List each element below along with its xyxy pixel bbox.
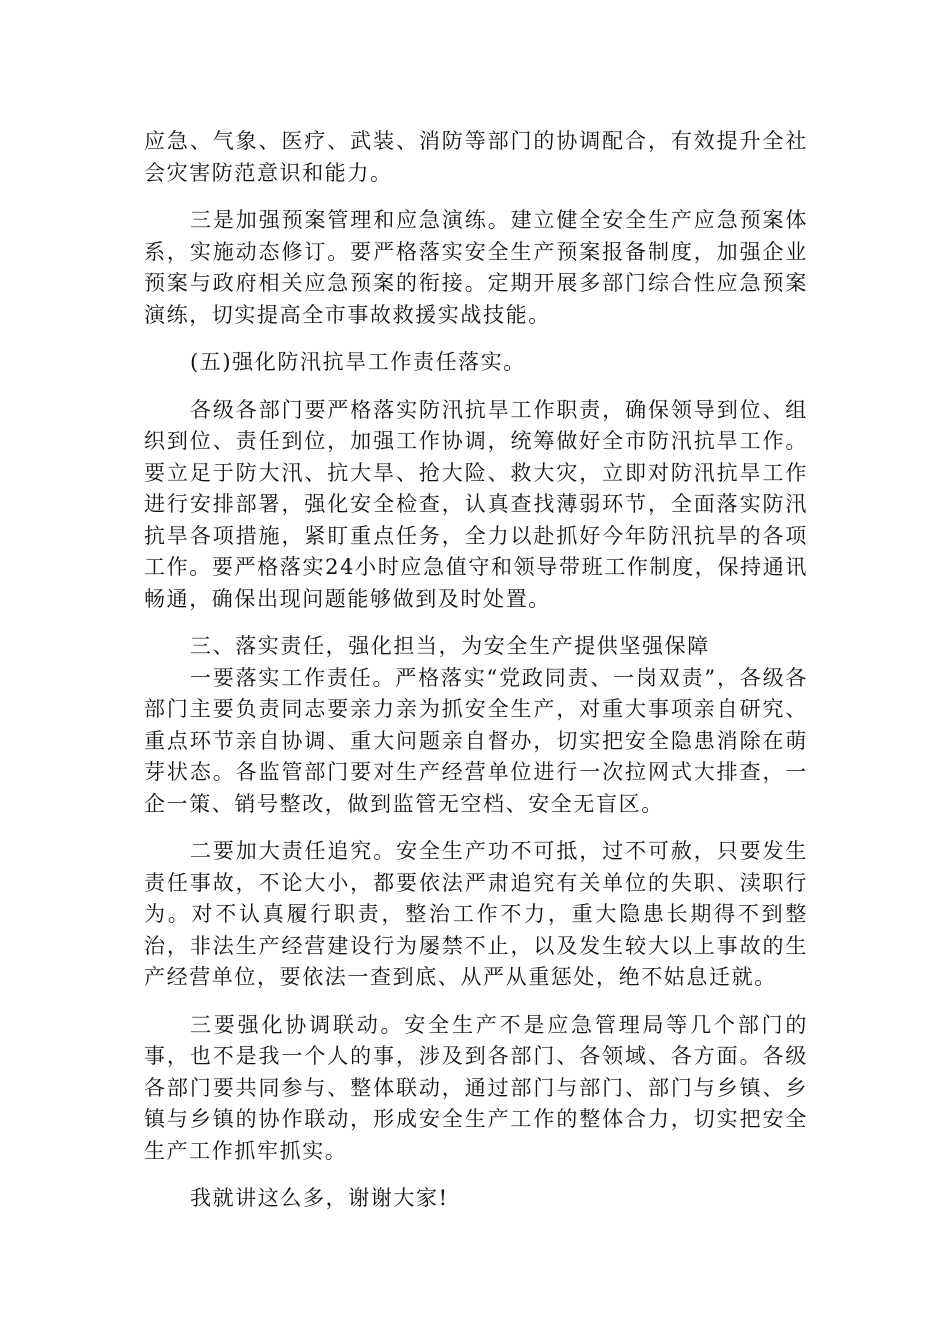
paragraph-flood-control: 各级各部门要严格落实防汛抗旱工作职责，确保领导到位、组织到位、责任到位，加强工作协调，统筹做好全市防汛抗旱工作。要立足于防大汛、抗大旱、抢大险、救大灾，立即对防汛抗旱工作进行安排部署，强化安全检查，认真查找薄弱环节，全面落实防汛抗旱各项措施，紧盯重点任务，全力以赴抓好今年防汛抗旱的各项工作。要严格落实24小时应急值守和领导带班工作制度，保持通讯畅通，确保出现问题能够做到及时处置。 — [144, 397, 808, 611]
paragraph-implement-responsibility: 一要落实工作责任。严格落实“党政同责、一岗双责”，各级各部门主要负责同志要亲力亲为抓安全生产，对重大事项亲自研究、重点环节亲自协调、重大问题亲自督办，切实把安全隐患消除在萌芽状态。各监管部门要对生产经营单位进行一次拉网式大排查，一企一策、销号整改，做到监管无空档、安全无盲区。 — [144, 665, 808, 816]
paragraph-accountability: 二要加大责任追究。安全生产功不可抵，过不可赦，只要发生责任事故，不论大小，都要依法严肃追究有关单位的失职、渎职行为。对不认真履行职责，整治工作不力，重大隐患长期得不到整治，非法生产经营建设行为屡禁不止，以及发生较大以上事故的生产经营单位，要依法一查到底、从严从重惩处，绝不姑息迁就。 — [144, 839, 808, 989]
paragraph-continued: 应急、气象、医疗、武装、消防等部门的协调配合，有效提升全社会灾害防范意识和能力。 — [144, 129, 808, 185]
paragraph-emergency-plan: 三是加强预案管理和应急演练。建立健全安全生产应急预案体系，实施动态修订。要严格落实安全生产预案报备制度，加强企业预案与政府相关应急预案的衔接。定期开展多部门综合性应急预案演练，切实提高全市事故救援实战技能。 — [144, 208, 808, 327]
paragraph-coordination: 三要强化协调联动。安全生产不是应急管理局等几个部门的事，也不是我一个人的事，涉及到各部门、各领域、各方面。各级各部门要共同参与、整体联动，通过部门与部门、部门与乡镇、乡镇与乡镇的协作联动，形成安全生产工作的整体合力，切实把安全生产工作抓牢抓实。 — [144, 1012, 808, 1163]
section-heading-responsibility: 三、落实责任，强化担当，为安全生产提供坚强保障 — [190, 634, 710, 658]
section-heading-flood-control: (五)强化防汛抗旱工作责任落实。 — [190, 350, 526, 374]
paragraph-closing: 我就讲这么多，谢谢大家! — [190, 1186, 449, 1210]
document-body — [144, 126, 808, 1231]
